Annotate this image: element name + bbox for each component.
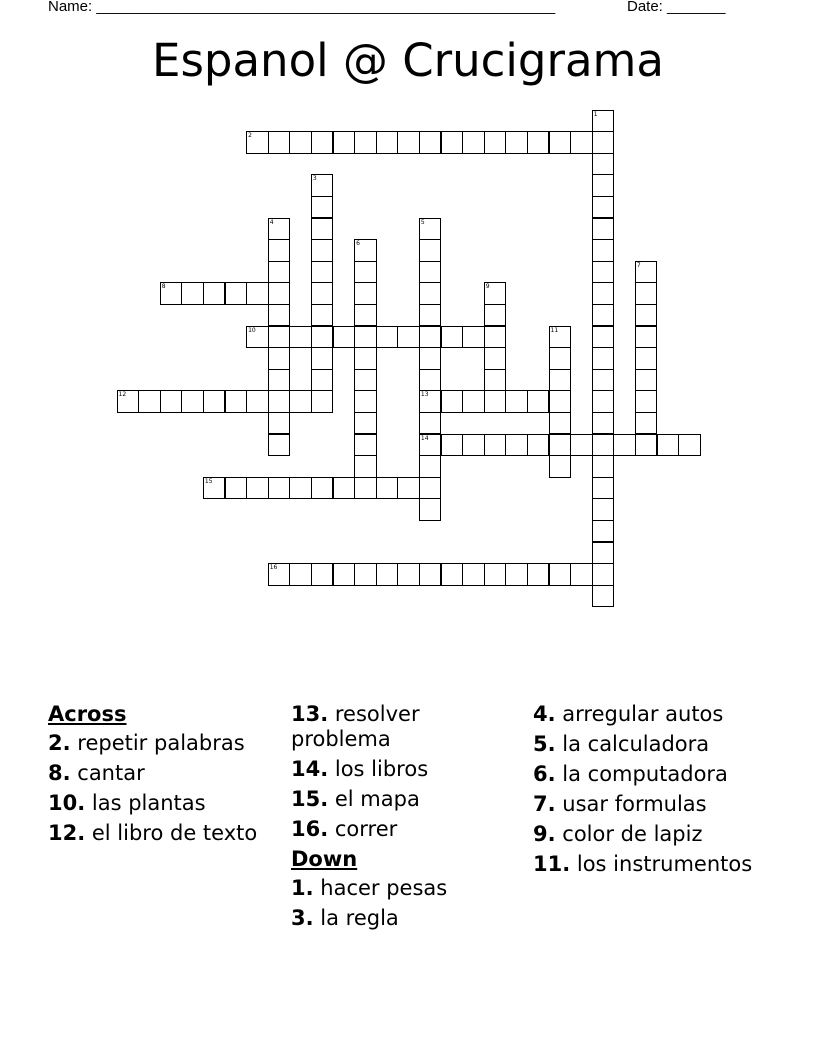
crossword-cell[interactable]: [225, 477, 248, 500]
crossword-cell[interactable]: [311, 282, 334, 305]
crossword-cell[interactable]: [354, 326, 377, 349]
crossword-cell[interactable]: [592, 434, 615, 457]
crossword-cell[interactable]: [419, 455, 442, 478]
crossword-cell[interactable]: [311, 369, 334, 392]
crossword-cell[interactable]: [570, 563, 593, 586]
crossword-cell[interactable]: [441, 131, 464, 154]
crossword-cell[interactable]: [354, 390, 377, 413]
crossword-cell[interactable]: [397, 563, 420, 586]
crossword-cell[interactable]: [635, 304, 658, 327]
crossword-cell[interactable]: [268, 326, 291, 349]
clues-column-2: [291, 702, 516, 936]
clue-number: 12: [118, 391, 127, 399]
crossword-cell[interactable]: [376, 131, 399, 154]
date-field-label: Date: _______: [627, 0, 726, 15]
crossword-cell[interactable]: [462, 326, 485, 349]
crossword-cell[interactable]: [419, 218, 442, 241]
crossword-cell[interactable]: [419, 434, 442, 457]
crossword-cell[interactable]: [246, 131, 269, 154]
crossword-cell[interactable]: [311, 196, 334, 219]
crossword-cell[interactable]: [441, 434, 464, 457]
crossword-cell[interactable]: [268, 369, 291, 392]
crossword-cell[interactable]: [549, 131, 572, 154]
crossword-cell[interactable]: [311, 261, 334, 284]
crossword-cell[interactable]: [246, 390, 269, 413]
crossword-cell[interactable]: [484, 434, 507, 457]
clue-number: 8: [161, 283, 166, 291]
crossword-cell[interactable]: [354, 369, 377, 392]
crossword-cell[interactable]: [333, 477, 356, 500]
crossword-cell[interactable]: [419, 261, 442, 284]
crossword-cell[interactable]: [419, 304, 442, 327]
crossword-cell[interactable]: [311, 563, 334, 586]
crossword-cell[interactable]: [505, 563, 528, 586]
crossword-cell[interactable]: [635, 282, 658, 305]
crossword-cell[interactable]: [635, 326, 658, 349]
crossword-cell[interactable]: [592, 585, 615, 608]
crossword-cell[interactable]: [268, 218, 291, 241]
clue-down-3: 3. la regla: [291, 906, 399, 930]
crossword-cell[interactable]: [376, 477, 399, 500]
clue-number: 11: [550, 326, 559, 334]
crossword-cell[interactable]: [203, 390, 226, 413]
crossword-cell[interactable]: [268, 477, 291, 500]
crossword-cell[interactable]: [592, 174, 615, 197]
crossword-cell[interactable]: [354, 455, 377, 478]
crossword-cell[interactable]: [246, 477, 269, 500]
crossword-cell[interactable]: [289, 477, 312, 500]
crossword-cell[interactable]: [268, 563, 291, 586]
clue-number: 3: [312, 175, 317, 183]
clue-number: 1: [593, 110, 598, 118]
clue-across-10: 10. las plantas: [48, 791, 206, 815]
crossword-cell[interactable]: [419, 390, 442, 413]
crossword-cell[interactable]: [268, 131, 291, 154]
crossword-cell[interactable]: [268, 304, 291, 327]
crossword-cell[interactable]: [527, 434, 550, 457]
clue-number: 6: [356, 240, 360, 248]
crossword-cell[interactable]: [354, 131, 377, 154]
crossword-cell[interactable]: [592, 282, 615, 305]
clue-across-12: 12. el libro de texto: [48, 821, 258, 845]
crossword-cell[interactable]: [311, 326, 334, 349]
crossword-cell[interactable]: [505, 434, 528, 457]
crossword-cell[interactable]: [419, 131, 442, 154]
clue-number: 5: [420, 218, 425, 226]
crossword-cell[interactable]: [289, 390, 312, 413]
crossword-cell[interactable]: [592, 477, 615, 500]
clue-number: 2: [248, 132, 252, 140]
crossword-cell[interactable]: [419, 239, 442, 262]
clue-down-4: 4. arregular autos: [533, 702, 724, 726]
clue-across-15: 15. el mapa: [291, 787, 420, 811]
clue-across-16: 16. correr: [291, 817, 398, 841]
across-heading: Across: [48, 702, 127, 726]
crossword-cell[interactable]: [484, 563, 507, 586]
crossword-cell[interactable]: [138, 390, 161, 413]
crossword-cell[interactable]: [289, 131, 312, 154]
crossword-cell[interactable]: [462, 563, 485, 586]
crossword-cell[interactable]: [289, 563, 312, 586]
crossword-cell[interactable]: [549, 347, 572, 370]
crossword-cell[interactable]: [354, 261, 377, 284]
clue-across-2: 2. repetir palabras: [48, 731, 245, 755]
down-heading: Down: [291, 847, 358, 871]
crossword-cell[interactable]: [225, 282, 248, 305]
crossword-cell[interactable]: [592, 326, 615, 349]
crossword-cell[interactable]: [354, 282, 377, 305]
crossword-cell[interactable]: [354, 239, 377, 262]
crossword-cell[interactable]: [419, 563, 442, 586]
crossword-cell[interactable]: [419, 477, 442, 500]
crossword-cell[interactable]: [549, 563, 572, 586]
crossword-cell[interactable]: [635, 261, 658, 284]
clues-column-1: [48, 702, 273, 851]
crossword-cell[interactable]: [268, 261, 291, 284]
clue-number: 7: [636, 261, 641, 269]
crossword-cell[interactable]: [441, 390, 464, 413]
clue-across-14: 14. los libros: [291, 757, 429, 781]
crossword-cell[interactable]: [484, 347, 507, 370]
crossword-cell[interactable]: [462, 131, 485, 154]
crossword-cell[interactable]: [354, 563, 377, 586]
crossword-cell[interactable]: [484, 304, 507, 327]
crossword-cell[interactable]: [592, 369, 615, 392]
crossword-cell[interactable]: [441, 563, 464, 586]
crossword-cell[interactable]: [613, 434, 636, 457]
crossword-cell[interactable]: [592, 110, 615, 133]
crossword-cell[interactable]: [635, 347, 658, 370]
clue-number: 15: [204, 477, 213, 485]
crossword-cell[interactable]: [419, 498, 442, 521]
page-title: Espanol @ Crucigrama: [152, 34, 664, 87]
crossword-cell[interactable]: [311, 174, 334, 197]
crossword-cell[interactable]: [203, 282, 226, 305]
crossword-cell[interactable]: [549, 390, 572, 413]
crossword-cell[interactable]: [311, 304, 334, 327]
crossword-cell[interactable]: [203, 477, 226, 500]
crossword-cell[interactable]: [549, 434, 572, 457]
clue-number: 9: [485, 283, 490, 291]
crossword-cell[interactable]: [311, 218, 334, 241]
crossword-cell[interactable]: [160, 282, 183, 305]
clue-across-13: 13. resolver problema: [291, 702, 420, 751]
clue-down-9: 9. color de lapiz: [533, 822, 703, 846]
crossword-cell[interactable]: [635, 434, 658, 457]
crossword-cell[interactable]: [592, 520, 615, 543]
clue-number: 14: [420, 434, 429, 442]
crossword-cell[interactable]: [311, 131, 334, 154]
crossword-cell[interactable]: [678, 434, 701, 457]
crossword-cell[interactable]: [592, 304, 615, 327]
crossword-cell[interactable]: [419, 369, 442, 392]
name-field-label: Name: _______________________________________________________: [48, 0, 556, 15]
crossword-cell[interactable]: [419, 347, 442, 370]
crossword-cell[interactable]: [354, 412, 377, 435]
crossword-cell[interactable]: [592, 239, 615, 262]
crossword-cell[interactable]: [592, 455, 615, 478]
crossword-cell[interactable]: [505, 390, 528, 413]
crossword-cell[interactable]: [268, 347, 291, 370]
crossword-cell[interactable]: [462, 434, 485, 457]
crossword-cell[interactable]: [333, 326, 356, 349]
crossword-cell[interactable]: [592, 390, 615, 413]
crossword-cell[interactable]: [549, 369, 572, 392]
crossword-cell[interactable]: [354, 347, 377, 370]
crossword-cell[interactable]: [289, 326, 312, 349]
crossword-cell[interactable]: [181, 390, 204, 413]
crossword-cell[interactable]: [462, 390, 485, 413]
crossword-cell[interactable]: [397, 131, 420, 154]
crossword-cell[interactable]: [592, 498, 615, 521]
crossword-cell[interactable]: [570, 434, 593, 457]
crossword-cell[interactable]: [268, 390, 291, 413]
clue-down-1: 1. hacer pesas: [291, 876, 448, 900]
crossword-cell[interactable]: [484, 282, 507, 305]
crossword-cell[interactable]: [419, 326, 442, 349]
clue-down-7: 7. usar formulas: [533, 792, 707, 816]
crossword-cell[interactable]: [549, 455, 572, 478]
crossword-cell[interactable]: [441, 326, 464, 349]
crossword-cell[interactable]: [570, 131, 593, 154]
crossword-cell[interactable]: [419, 412, 442, 435]
clue-number: 4: [269, 218, 274, 226]
crossword-cell[interactable]: [311, 390, 334, 413]
crossword-cell[interactable]: [484, 369, 507, 392]
crossword-cell[interactable]: [354, 477, 377, 500]
crossword-cell[interactable]: [397, 326, 420, 349]
crossword-cell[interactable]: [333, 131, 356, 154]
crossword-cell[interactable]: [484, 390, 507, 413]
crossword-cell[interactable]: [592, 542, 615, 565]
crossword-cell[interactable]: [527, 131, 550, 154]
crossword-cell[interactable]: [549, 326, 572, 349]
crossword-cell[interactable]: [505, 131, 528, 154]
crossword-cell[interactable]: [117, 390, 140, 413]
clue-down-5: 5. la calculadora: [533, 732, 710, 756]
crossword-cell[interactable]: [268, 282, 291, 305]
crossword-cell[interactable]: [333, 563, 356, 586]
clues-column-3: [533, 702, 773, 882]
crossword-cell[interactable]: [311, 347, 334, 370]
crossword-cell[interactable]: [376, 326, 399, 349]
crossword-cell[interactable]: [246, 282, 269, 305]
crossword-cell[interactable]: [592, 347, 615, 370]
crossword-cell[interactable]: [635, 412, 658, 435]
crossword-cell[interactable]: [354, 304, 377, 327]
crossword-cell[interactable]: [419, 282, 442, 305]
clue-number: 10: [248, 326, 256, 334]
crossword-cell[interactable]: [592, 218, 615, 241]
crossword-cell[interactable]: [484, 131, 507, 154]
crossword-cell[interactable]: [592, 261, 615, 284]
crossword-cell[interactable]: [592, 153, 615, 176]
crossword-cell[interactable]: [268, 434, 291, 457]
clue-number: 16: [269, 564, 278, 572]
crossword-cell[interactable]: [268, 412, 291, 435]
clue-number: 13: [420, 391, 429, 399]
crossword-cell[interactable]: [592, 412, 615, 435]
crossword-cell[interactable]: [635, 369, 658, 392]
crossword-cell[interactable]: [225, 390, 248, 413]
crossword-cell[interactable]: [592, 131, 615, 154]
clue-across-8: 8. cantar: [48, 761, 145, 785]
clue-down-11: 11. los instrumentos: [533, 852, 753, 876]
crossword-cell[interactable]: [527, 563, 550, 586]
crossword-cell[interactable]: [311, 239, 334, 262]
crossword-cell[interactable]: [397, 477, 420, 500]
crossword-cell[interactable]: [549, 412, 572, 435]
clue-down-6: 6. la computadora: [533, 762, 728, 786]
crossword-cell[interactable]: [160, 390, 183, 413]
crossword-cell[interactable]: [592, 196, 615, 219]
crossword-cell[interactable]: [181, 282, 204, 305]
crossword-cell[interactable]: [657, 434, 680, 457]
crossword-cell[interactable]: [376, 563, 399, 586]
crossword-cell[interactable]: [484, 326, 507, 349]
crossword-cell[interactable]: [311, 477, 334, 500]
crossword-cell[interactable]: [246, 326, 269, 349]
crossword-cell[interactable]: [268, 239, 291, 262]
crossword-cell[interactable]: [527, 390, 550, 413]
crossword-cell[interactable]: [635, 390, 658, 413]
crossword-cell[interactable]: [354, 434, 377, 457]
crossword-cell[interactable]: [592, 563, 615, 586]
